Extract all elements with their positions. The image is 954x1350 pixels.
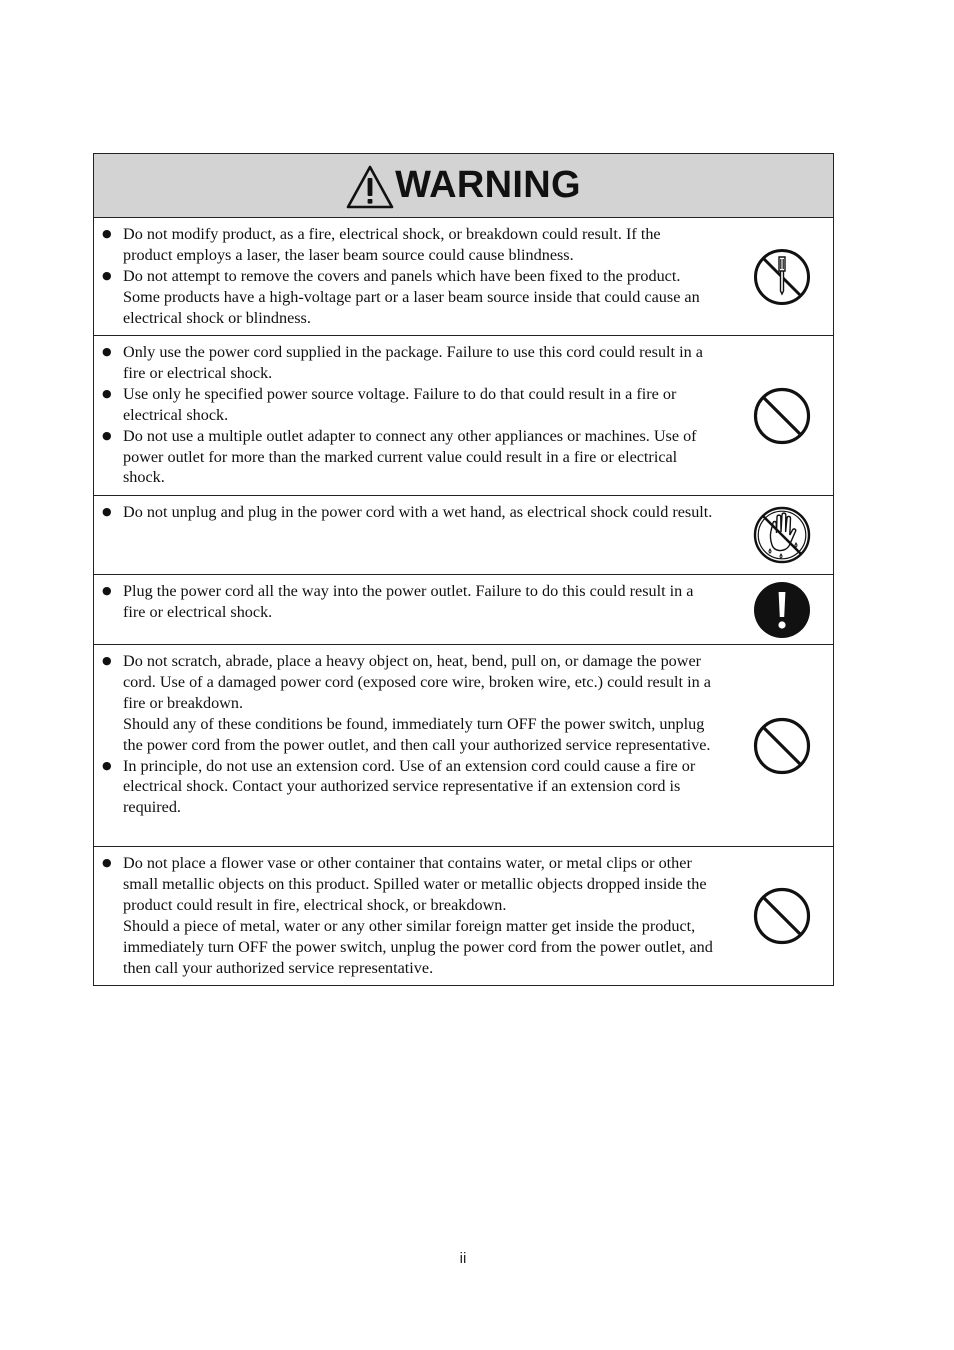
list-item: ● Do not attempt to remove the covers and panels which have been fixed to the product. Some products have a high-voltage part or a laser beam source inside that could cause an electrical shock or blindness. <box>100 266 714 329</box>
list-item-text: ● Do not place a flower vase or other container that contains water, or metal clips or other small metallic objects on this product. Spilled water or metallic objects dropped inside the product could result in fire, electrical shock, or breakdown. <box>123 854 707 914</box>
warning-table <box>93 153 834 986</box>
warning-triangle-icon <box>346 165 394 209</box>
warning-row-text <box>94 645 714 846</box>
list-item-continuation: Should any of these conditions be found, immediately turn OFF the power switch, unplug the power cord from the power outlet, and then call your authorized service representative. <box>123 714 711 754</box>
page-number: ii <box>459 1250 467 1267</box>
prohibited-icon <box>752 386 812 446</box>
prohibited-icon <box>752 886 812 946</box>
warning-row <box>94 336 833 496</box>
warning-row <box>94 645 833 847</box>
warning-row <box>94 847 833 985</box>
warning-row <box>94 496 833 575</box>
warning-title: WARNING <box>395 164 581 206</box>
list-item-continuation: Should a piece of metal, water or any other similar foreign matter get inside the product, immediately turn OFF the power switch, unplug the power cord from the power outlet, and then call your authorized service representative. <box>123 916 713 977</box>
warning-row <box>94 218 833 336</box>
no-wet-hands-icon <box>752 505 812 565</box>
list-item: ● Do not modify product, as a fire, electrical shock, or breakdown could result. If the product employs a laser, the laser beam source could cause blindness. <box>100 224 714 266</box>
warning-row-text <box>94 218 714 335</box>
list-item <box>100 651 714 756</box>
list-item: ● Do not unplug and plug in the power cord with a wet hand, as electrical shock could result. <box>100 502 714 523</box>
warning-row-text <box>94 336 714 495</box>
warning-header <box>94 154 833 218</box>
warning-row-text <box>94 575 714 644</box>
mandatory-action-icon <box>752 580 812 640</box>
list-item-text: ● Do not scratch, abrade, place a heavy object on, heat, bend, pull on, or damage the power cord. Use of a damaged power cord (exposed core wire, broken wire, etc.) could result in a fire or breakdown. <box>123 652 711 712</box>
list-item: ● Plug the power cord all the way into the power outlet. Failure to do this could result in a fire or electrical shock. <box>100 581 714 623</box>
warning-row <box>94 575 833 645</box>
list-item: ● Only use the power cord supplied in the package. Failure to use this cord could result in a fire or electrical shock. <box>100 342 714 384</box>
list-item: ● Do not use a multiple outlet adapter to connect any other appliances or machines. Use of power outlet for more than the marked current value could result in a fire or electrical shock. <box>100 426 714 489</box>
warning-row-text <box>94 496 714 574</box>
prohibited-icon <box>752 716 812 776</box>
warning-row-text <box>94 847 714 985</box>
list-item: ● Use only he specified power source voltage. Failure to do that could result in a fire or electrical shock. <box>100 384 714 426</box>
no-disassembly-icon <box>752 247 812 307</box>
list-item: ● In principle, do not use an extension cord. Use of an extension cord could cause a fire or electrical shock. Contact your authorized service representative if an extension cord is required. <box>100 756 714 819</box>
list-item <box>100 853 714 978</box>
